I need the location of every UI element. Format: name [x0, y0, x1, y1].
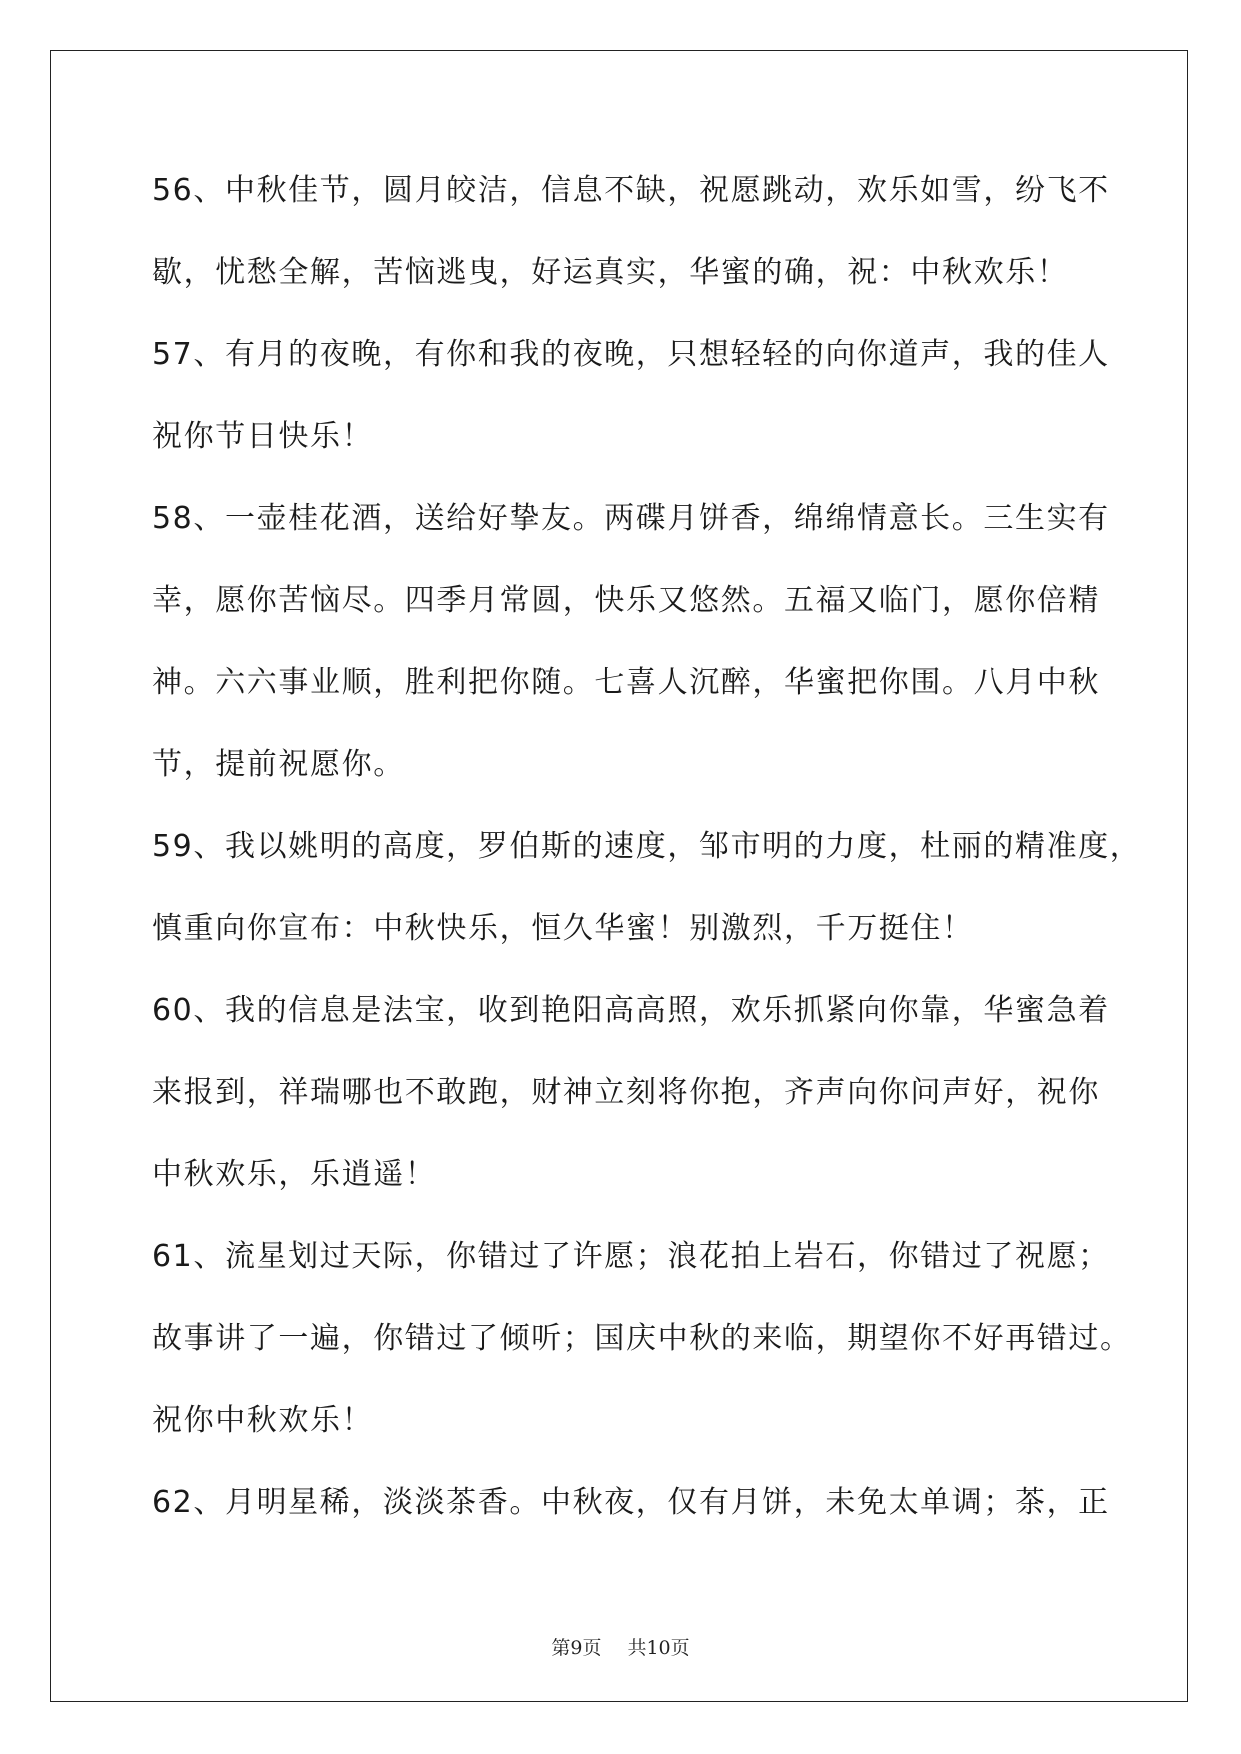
text-line: 57、有月的夜晚，有你和我的夜晚，只想轻轻的向你道声，我的佳人 [152, 337, 1110, 372]
text-line: 故事讲了一遍，你错过了倾听；国庆中秋的来临，期望你不好再错过。 [152, 1321, 1132, 1356]
text-line: 祝你中秋欢乐！ [152, 1403, 374, 1438]
text-line: 59、我以姚明的高度，罗伯斯的速度，邹市明的力度，杜丽的精准度， [152, 829, 1142, 864]
page-number: 第9页 [551, 1637, 602, 1659]
text-line: 祝你节日快乐！ [152, 419, 374, 454]
text-line: 神。六六事业顺，胜利把你随。七喜人沉醉，华蜜把你围。八月中秋 [152, 665, 1100, 700]
text-line: 幸，愿你苦恼尽。四季月常圆，快乐又悠然。五福又临门，愿你倍精 [152, 583, 1100, 618]
text-line: 60、我的信息是法宝，收到艳阳高高照，欢乐抓紧向你靠，华蜜急着 [152, 993, 1110, 1028]
text-line: 慎重向你宣布：中秋快乐，恒久华蜜！别激烈，千万挺住！ [152, 911, 974, 946]
text-line: 58、一壶桂花酒，送给好挚友。两碟月饼香，绵绵情意长。三生实有 [152, 501, 1110, 536]
text-line: 歇，忧愁全解，苦恼逃曳，好运真实，华蜜的确，祝：中秋欢乐！ [152, 255, 1069, 290]
text-line: 61、流星划过天际，你错过了许愿；浪花拍上岩石，你错过了祝愿； [152, 1239, 1110, 1274]
text-line: 来报到，祥瑞哪也不敢跑，财神立刻将你抱，齐声向你问声好，祝你 [152, 1075, 1100, 1110]
text-line: 56、中秋佳节，圆月皎洁，信息不缺，祝愿跳动，欢乐如雪，纷飞不 [152, 173, 1110, 208]
text-line: 中秋欢乐，乐逍遥！ [152, 1157, 437, 1192]
document-body [152, 160, 1142, 1554]
page-footer [0, 1633, 1241, 1660]
text-line: 节，提前祝愿你。 [152, 747, 405, 782]
text-line: 62、月明星稀，淡淡茶香。中秋夜，仅有月饼，未免太单调；茶，正 [152, 1485, 1110, 1520]
page-total: 共10页 [627, 1637, 690, 1659]
